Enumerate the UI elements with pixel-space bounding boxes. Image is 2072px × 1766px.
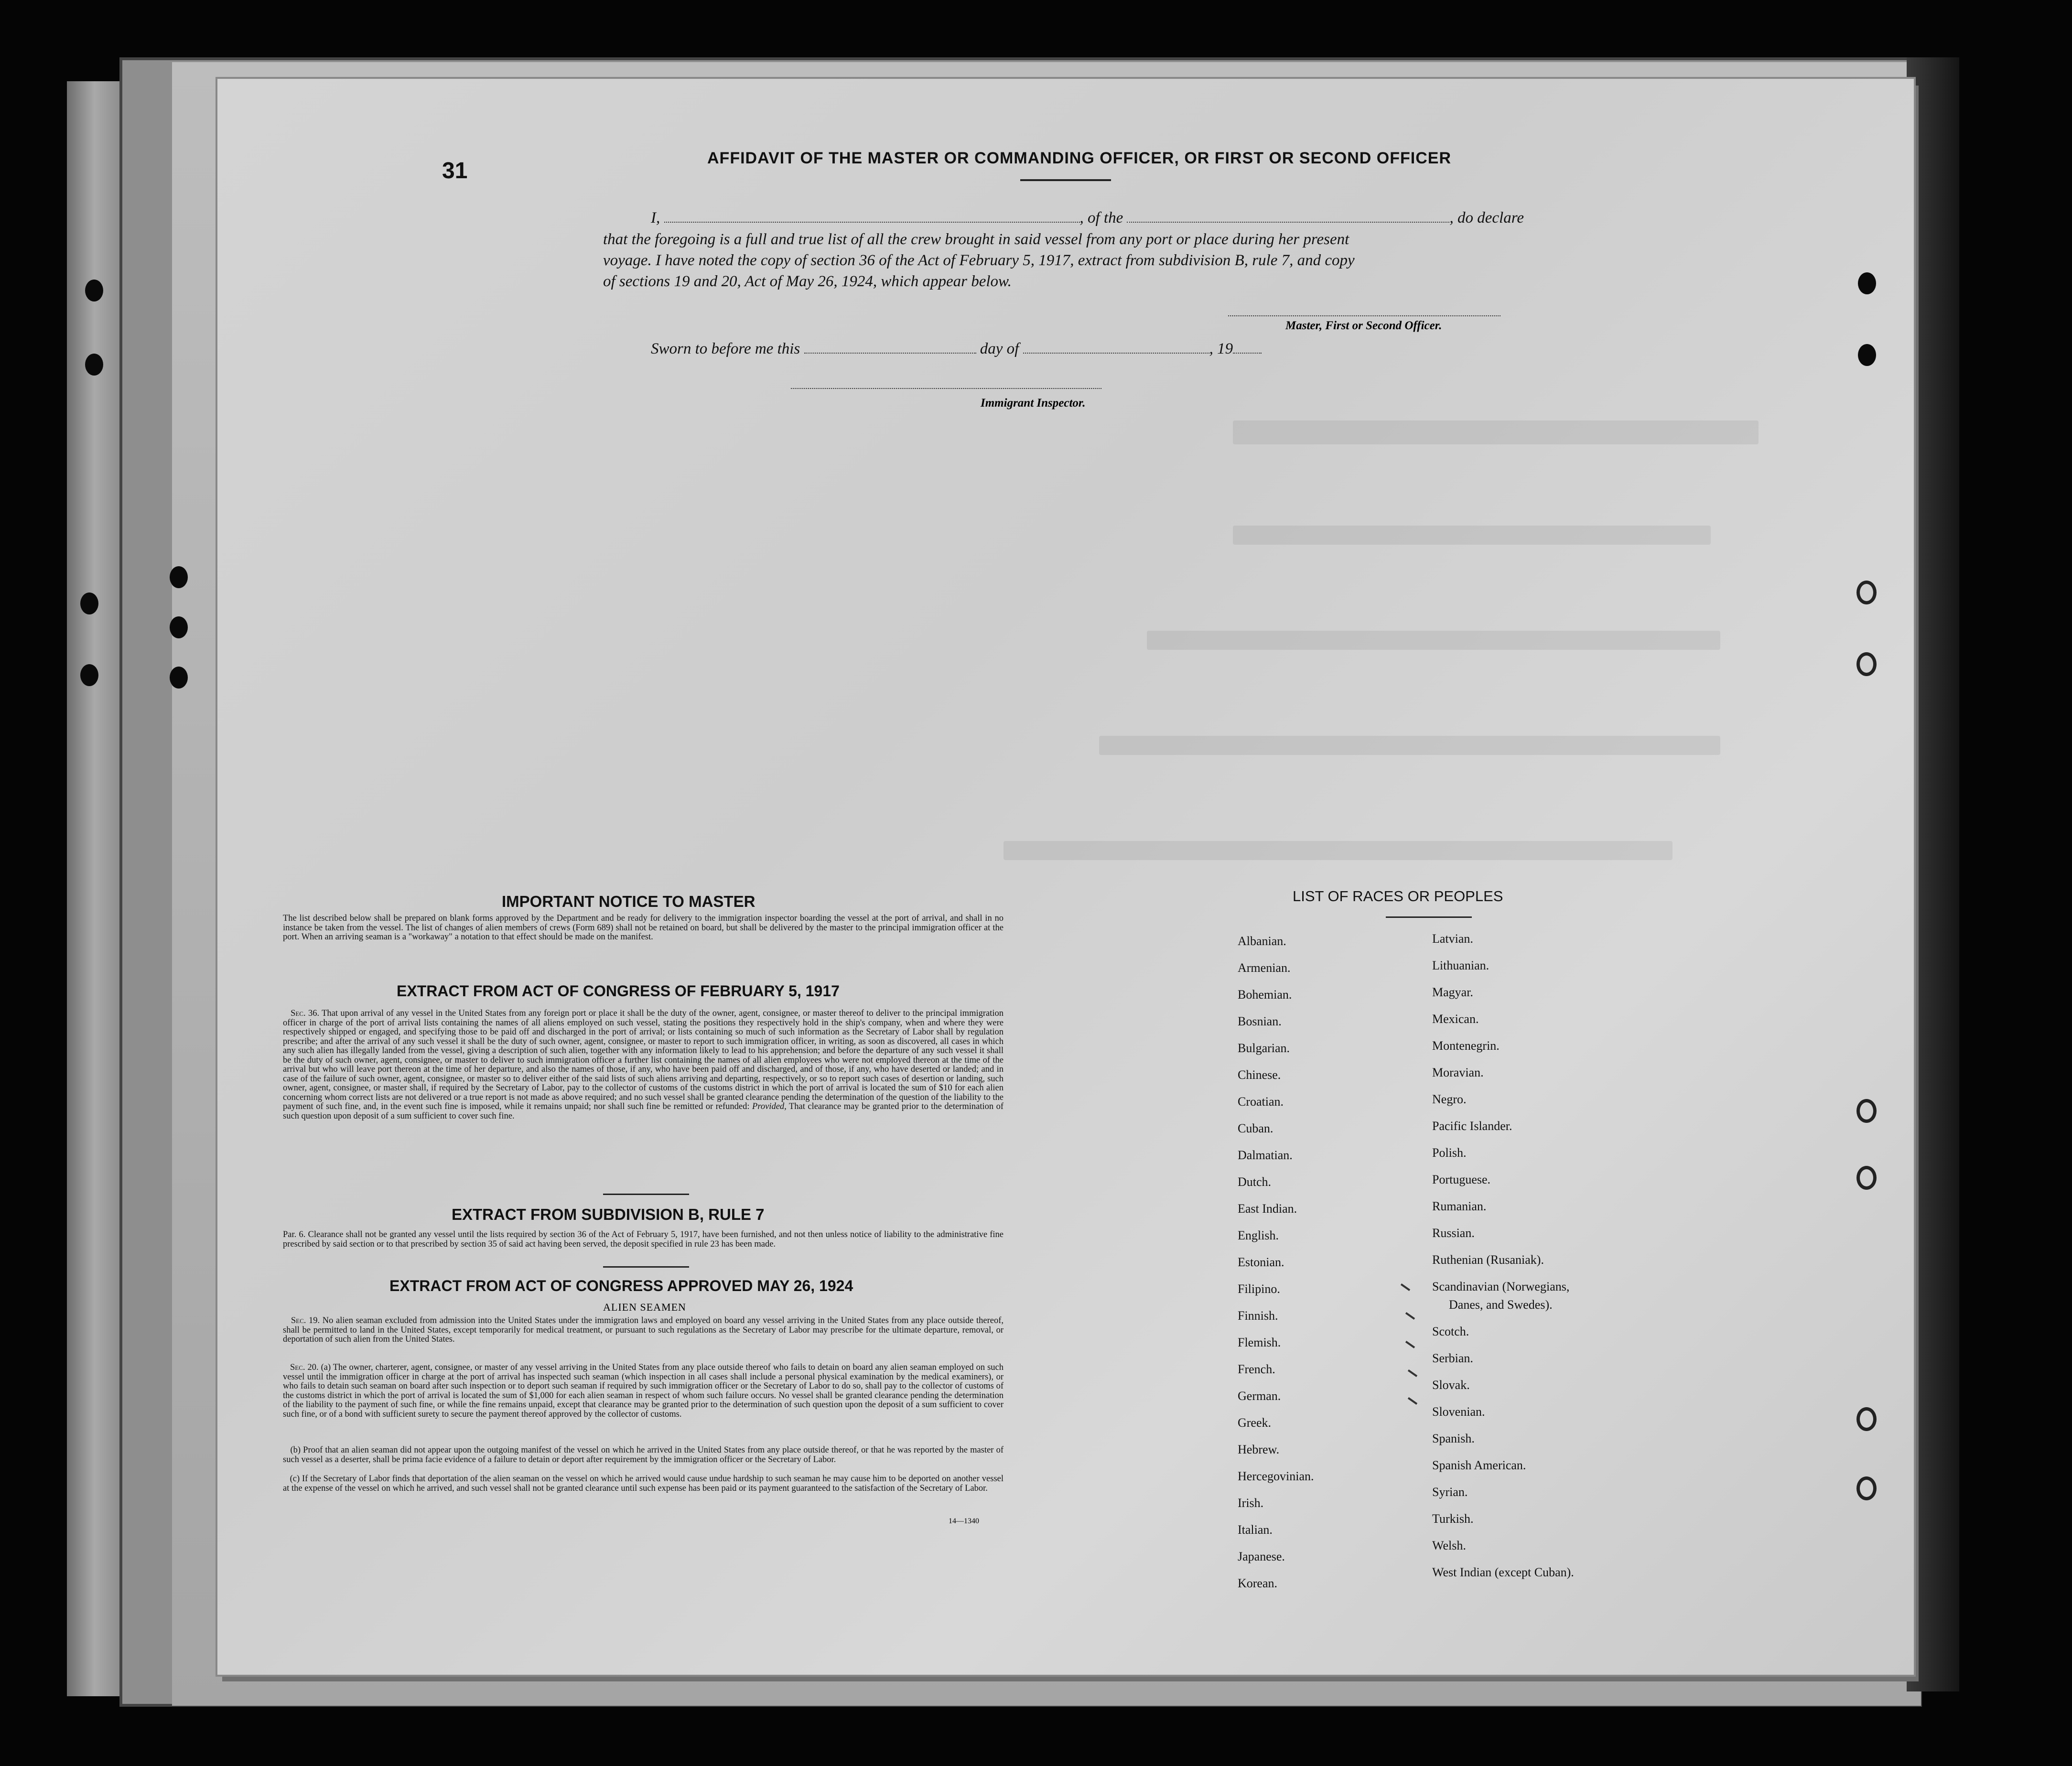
race-entry: Slovak. (1432, 1378, 1470, 1392)
race-entry: Irish. (1238, 1496, 1264, 1510)
proviso-text: That clearance may be granted prior to the determination of such question upon deposit of a sum sufficient to cover such fine. (283, 1102, 1004, 1121)
vessel-name-field[interactable] (1127, 222, 1449, 223)
page-hole (1856, 1407, 1877, 1431)
race-entry: Pacific Islander. (1432, 1119, 1512, 1133)
races-divider (1386, 916, 1472, 918)
sworn-mid: day of (980, 340, 1019, 357)
master-signature-line[interactable] (1228, 315, 1500, 317)
race-entry: Welsh. (1432, 1539, 1466, 1552)
binding-hole (80, 592, 98, 614)
race-entry: Cuban. (1238, 1121, 1273, 1135)
race-entry: French. (1238, 1362, 1275, 1376)
sworn-day-field[interactable] (804, 353, 976, 354)
race-entry: Negro. (1432, 1092, 1467, 1106)
page-number-mark: 31 (442, 158, 468, 183)
race-entry: Albanian. (1238, 934, 1286, 948)
page-hole (1856, 1476, 1877, 1500)
race-entry: Russian. (1432, 1226, 1475, 1240)
affidavit-line-3: voyage. I have noted the copy of section 36 of the Act of February 5, 1917, extract from subdivision B, rule 7, and copy (603, 252, 1355, 269)
race-entry: Dutch. (1238, 1175, 1272, 1189)
race-entry: Greek. (1238, 1416, 1272, 1430)
races-title: LIST OF RACES OR PEOPLES (1293, 888, 1503, 905)
section-divider (603, 1266, 689, 1268)
manifest-page (217, 79, 1914, 1675)
sec-20b-body (283, 1446, 1004, 1464)
show-through-text (1233, 526, 1711, 545)
show-through-text (1147, 631, 1720, 650)
rule-7-title: EXTRACT FROM SUBDIVISION B, RULE 7 (452, 1206, 765, 1223)
page-hole (1858, 344, 1876, 366)
race-entry: English. (1238, 1228, 1279, 1242)
sec-20a-body (283, 1363, 1004, 1419)
race-entry: Filipino. (1238, 1282, 1280, 1296)
master-name-field[interactable] (664, 222, 1080, 223)
race-entry: Montenegrin. (1432, 1039, 1500, 1053)
race-entry: Latvian. (1432, 932, 1473, 946)
extract-1924-title: EXTRACT FROM ACT OF CONGRESS APPROVED MAY 26, 1924 (389, 1277, 853, 1294)
race-entry: Rumanian. (1432, 1199, 1487, 1213)
sec-19-body (283, 1316, 1004, 1345)
race-entry: Armenian. (1238, 961, 1291, 975)
race-entry: Spanish American. (1432, 1458, 1526, 1472)
notice-title: IMPORTANT NOTICE TO MASTER (502, 893, 755, 910)
sec-19-lead: Sec. 19. (291, 1316, 320, 1325)
sworn-end: , 19 (1209, 340, 1233, 357)
show-through-text (1004, 841, 1673, 860)
sec-20c-body (283, 1475, 1004, 1493)
affidavit-line-2: that the foregoing is a full and true list of all the crew brought in said vessel from any port or place during her present (603, 231, 1349, 248)
page-hole (1856, 1099, 1877, 1123)
race-entry: Hebrew. (1238, 1443, 1280, 1456)
race-entry: Flemish. (1238, 1335, 1281, 1349)
page-edge-shadow (1907, 57, 1959, 1691)
races-left-column (1238, 934, 1314, 1603)
affidavit-line1-end: , do declare (1449, 209, 1524, 226)
affidavit-line-4: of sections 19 and 20, Act of May 26, 1924, which appear below. (603, 273, 1012, 290)
sec-20b-text: (b) Proof that an alien seaman did not appear upon the outgoing manifest of the vessel on which he arrived in the United States from any place outside thereof, or that he was reported by the master of such vessel as a deserter, shall be prima facie evidence of a failure to detain or deport after requirement by the immigration officer or the Secretary of Labor. (283, 1445, 1004, 1464)
show-through-text (1099, 736, 1720, 755)
race-entry: Bosnian. (1238, 1014, 1282, 1028)
races-right-column (1432, 932, 1574, 1592)
section-divider (603, 1194, 689, 1195)
race-entry: Turkish. (1432, 1512, 1474, 1526)
race-entry: Magyar. (1432, 985, 1473, 999)
sworn-line (651, 340, 1262, 358)
race-entry: Italian. (1238, 1523, 1273, 1537)
binding-hole (85, 280, 103, 302)
race-entry: Serbian. (1432, 1351, 1473, 1365)
alien-seamen-subtitle: ALIEN SEAMEN (603, 1301, 686, 1313)
race-entry: Hercegovinian. (1238, 1469, 1314, 1483)
race-entry: Mexican. (1432, 1012, 1479, 1026)
page-hole (1856, 1166, 1877, 1190)
race-entry: Estonian. (1238, 1255, 1284, 1269)
affidavit-line1-start: I, (651, 209, 660, 226)
race-entry: Finnish. (1238, 1309, 1278, 1323)
master-signature-label: Master, First or Second Officer. (1285, 319, 1442, 332)
binding-hole (170, 566, 188, 588)
race-entry: German. (1238, 1389, 1281, 1403)
binding-hole (170, 616, 188, 638)
race-entry: East Indian. (1238, 1202, 1297, 1216)
extract-1917-title: EXTRACT FROM ACT OF CONGRESS OF FEBRUARY 5, 1917 (397, 982, 840, 1000)
race-entry: Ruthenian (Rusaniak). (1432, 1253, 1544, 1267)
race-entry: Chinese. (1238, 1068, 1281, 1082)
race-entry: Croatian. (1238, 1095, 1284, 1109)
race-entry: Bulgarian. (1238, 1041, 1290, 1055)
affidavit-line-1 (651, 209, 1524, 227)
binding-hole (170, 667, 188, 689)
sec-20c-text: (c) If the Secretary of Labor finds that deportation of the alien seaman on the vessel on which he arrived would cause undue hardship to such seaman he may cause him to be deported on another vessel at the expense of the vessel on which he arrived, and such vessel shall not be granted clearance until such expense has been paid or its payment guaranteed to the satisfaction of the Secretary of Labor. (283, 1474, 1004, 1493)
title-divider (1020, 179, 1111, 181)
proviso-word: Provided, (752, 1102, 787, 1111)
race-entry: Polish. (1432, 1146, 1467, 1160)
rule-7-body: Par. 6. Clearance shall not be granted any vessel until the lists required by section 36 of the Act of February 5, 1917, have been furnished, and not then unless notice of liability to the administrative fine prescribed by said section or to that prescribed by section 35 of said act having been served, the deposit specified in rule 23 has been made. (283, 1230, 1004, 1249)
affidavit-title: AFFIDAVIT OF THE MASTER OR COMMANDING OFFICER, OR FIRST OR SECOND OFFICER (707, 149, 1451, 167)
sworn-month-field[interactable] (1023, 353, 1209, 354)
race-entry: Lithuanian. (1432, 958, 1489, 972)
sec-20-lead: Sec. 20. (290, 1363, 319, 1372)
sworn-year-field[interactable] (1233, 353, 1262, 354)
notice-body: The list described below shall be prepared on blank forms approved by the Department and be ready for delivery to the immigration inspector boarding the vessel at the port of arrival, and shall in no instance be taken from the vessel. The list of changes of alien members of crews (Form 689) shall not be retained on board, but shall be delivered by the master to the principal immigration officer at the port. When an arriving seaman is a "workaway" a notation to that effect should be made on the manifest. (283, 914, 1004, 942)
show-through-text (1233, 420, 1759, 444)
race-entry: Moravian. (1432, 1066, 1484, 1079)
page-hole (1858, 272, 1876, 294)
race-entry: Dalmatian. (1238, 1148, 1293, 1162)
race-entry: Scotch. (1432, 1324, 1469, 1338)
binding-hole (80, 664, 98, 686)
race-entry: Japanese. (1238, 1550, 1285, 1563)
sec-36-lead: Sec. 36. (291, 1009, 320, 1018)
inspector-signature-line[interactable] (791, 388, 1101, 390)
race-entry: Scandinavian (Norwegians, (1432, 1280, 1570, 1293)
sec-36-text: That upon arrival of any vessel in the United States from any foreign port or place it shall be the duty of the owner, agent, consignee, or master thereof to deliver to the principal immigration officer in charge of the port of arrival lists containing the names of all aliens employed on such vessel, stating the positions they respectively hold in the ship's company, when and where they were respectively shipped or engaged, and specifying those to be paid off and discharged in the port of arrival; or lists containing so much of such information as the Secretary of Labor shall by regulation prescribe; and after the arrival of any such vessel it shall be the duty of such owner, agent, consignee, or master to report to such immigration officer, in writing, as soon as discovered, all cases in which any such alien has illegally landed from the vessel, giving a description of such alien, together with any information likely to lead to his apprehension; and before the departure of any such vessel it shall be the duty of such owner, agent, consignee, or master to deliver to such immigration officer a further list containing the names of all alien employees who were not employed thereon at the time of the arrival but who will leave port thereon at the time of her departure, and also the names of those, if any, who have been paid off and discharged, and of those, if any, who have deserted or landed; and in case of the failure of such owner, agent, consignee, or master so to deliver either of the said lists of such aliens arriving and departing, respectively, or so to report such cases of desertion or landing, such owner, agent, consignee, or master shall, if required by the Secretary of Labor, pay to the collector of customs of the customs district in which the port of arrival is located the sum of $10 for each alien concerning whom correct lists are not delivered or a true report is not made as above required; and no such vessel shall be granted clearance pending the determination of the question of the liability to the payment of such fine, and, in the event such fine is imposed, while it remains unpaid; nor shall such fine be remitted or refunded: (283, 1009, 1004, 1111)
race-entry: Spanish. (1432, 1432, 1475, 1445)
extract-1917-body (283, 1009, 1004, 1121)
page-hole (1856, 652, 1877, 676)
race-entry: West Indian (except Cuban). (1432, 1565, 1574, 1579)
race-entry: Slovenian. (1432, 1405, 1485, 1419)
form-code: 14—1340 (949, 1517, 979, 1525)
sec-19-text: No alien seaman excluded from admission into the United States under the immigration laws and employed on board any vessel arriving in the United States from any place outside thereof, shall be permitted to land in the United States, except temporarily for medical treatment, or pursuant to such regulations as the Secretary of Labor may prescribe for the ultimate departure, removal, or deportation of such alien from the United States. (283, 1316, 1004, 1344)
affidavit-line1-mid: , of the (1079, 209, 1123, 226)
race-entry: Syrian. (1432, 1485, 1468, 1499)
binding-hole (85, 354, 103, 376)
race-entry: Korean. (1238, 1576, 1278, 1590)
sworn-start: Sworn to before me this (651, 340, 800, 357)
race-entry: Danes, and Swedes). (1449, 1298, 1553, 1312)
sec-20a-text: (a) The owner, charterer, agent, consignee, or master of any vessel arriving in the United States from any place outside thereof who fails to detain on board any alien seaman employed on such vessel until the immigration officer in charge at the port of arrival has inspected such seaman (which inspection in all cases shall include a personal physical examination by the medical examiners), or who fails to detain such seaman on board after such inspection or to deport such seaman if required by such immigration officer or the Secretary of Labor to do so, shall pay to the collector of customs of the customs district in which the port of arrival is located the sum of $1,000 for each alien seaman in respect of whom such failure occurs. No vessel shall be granted clearance pending the determination of the liability to the payment of such fine, or while the fine remains unpaid, except that clearance may be granted prior to the determination of such question upon the deposit of a sum sufficient to cover such fine, or of a bond with sufficient surety to secure the payment thereof approved by the collector of customs. (283, 1363, 1004, 1419)
page-hole (1856, 581, 1877, 604)
race-entry: Portuguese. (1432, 1173, 1491, 1186)
inspector-label: Immigrant Inspector. (981, 397, 1086, 409)
race-entry: Bohemian. (1238, 988, 1292, 1001)
